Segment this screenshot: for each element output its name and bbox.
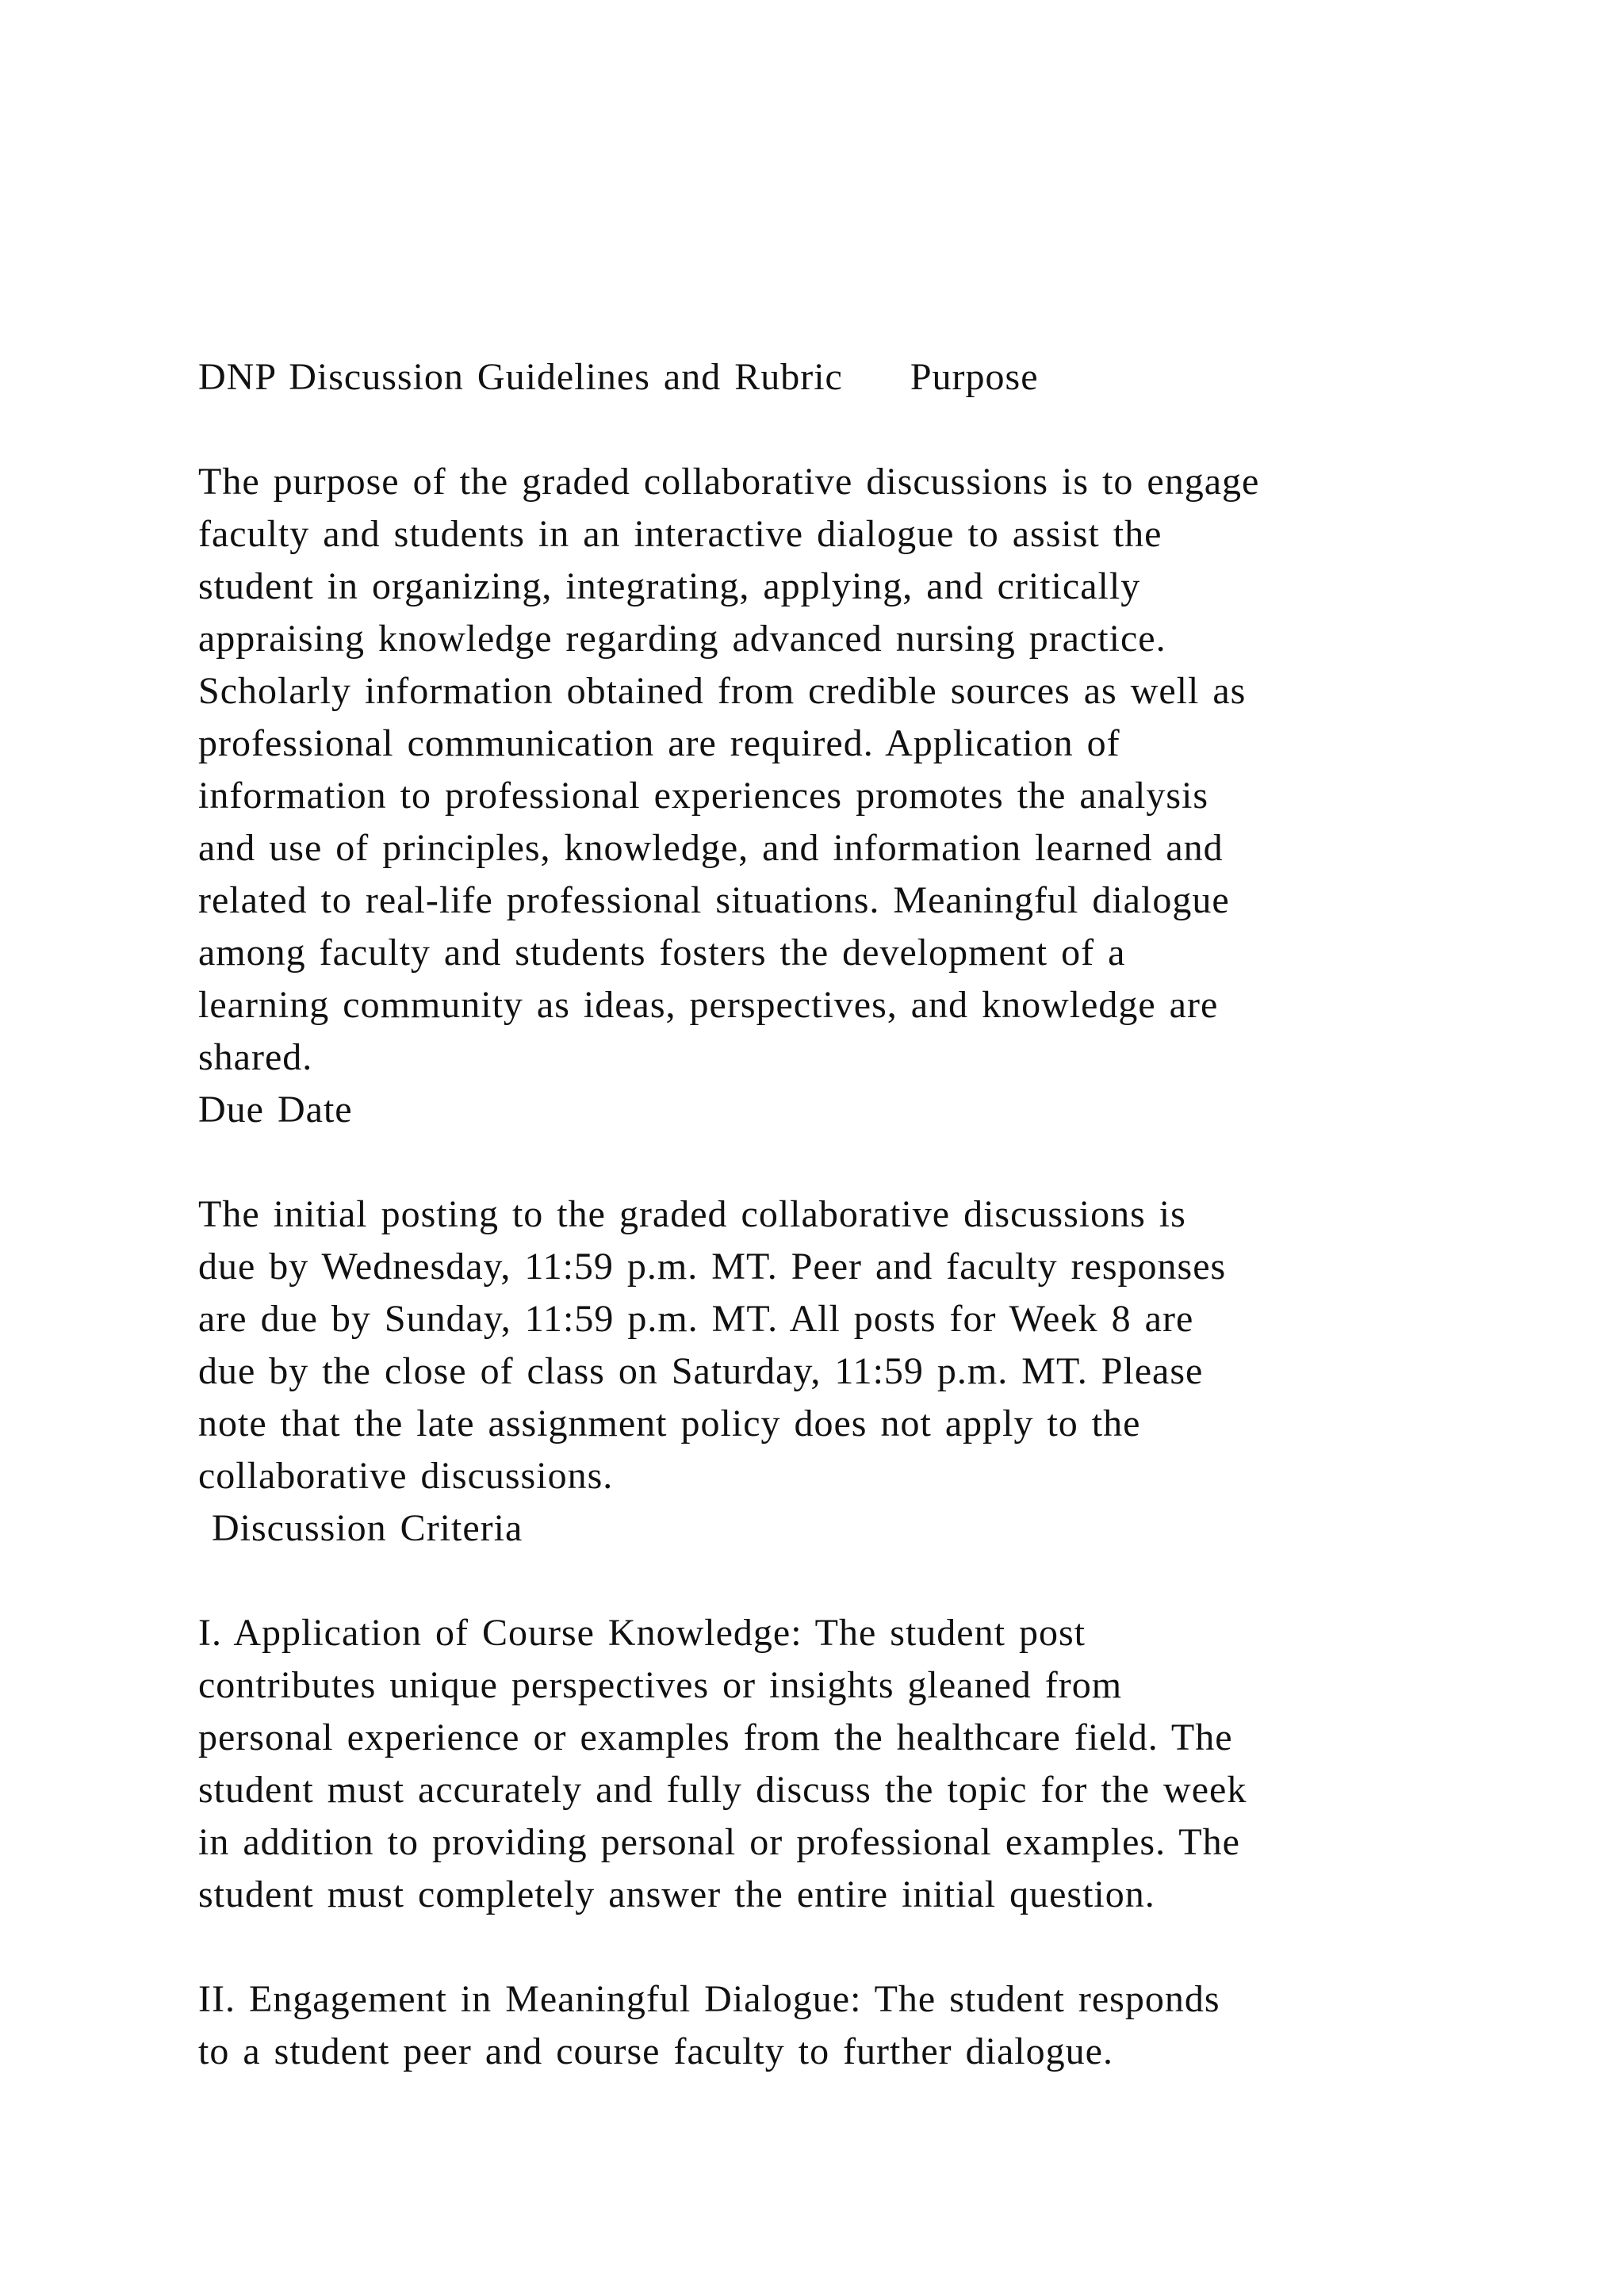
paragraph-line: among faculty and students fosters the development of a [198,932,1126,974]
paragraph-line: contributes unique perspectives or insights gleaned from [198,1664,1123,1706]
document-body [198,351,1515,2078]
due-date-paragraph [198,1188,1515,1502]
paragraph-line: student in organizing, integrating, applying, and critically [198,565,1141,607]
paragraph-line: information to professional experiences promotes the analysis [198,775,1209,817]
paragraph-line: note that the late assignment policy does not apply to the [198,1402,1141,1445]
paragraph-line: and use of principles, knowledge, and information learned and [198,827,1224,869]
paragraph-line: personal experience or examples from the healthcare field. The [198,1716,1233,1758]
paragraph-line: due by the close of class on Saturday, 11:59 p.m. MT. Please [198,1350,1204,1392]
spacer [198,1555,1515,1607]
spacer [198,1136,1515,1188]
paragraph-line: due by Wednesday, 11:59 p.m. MT. Peer and faculty responses [198,1246,1227,1288]
paragraph-line: student must completely answer the entire initial question. [198,1873,1155,1915]
spacer [198,404,1515,456]
paragraph-line: The initial posting to the graded collaborative discussions is [198,1193,1186,1235]
paragraph-line: shared. [198,1036,313,1078]
spacer [198,1921,1515,1973]
criterion-2-paragraph [198,1973,1515,2078]
paragraph-line: student must accurately and fully discuss the topic for the week [198,1769,1247,1811]
paragraph-line: appraising knowledge regarding advanced nursing practice. [198,618,1166,660]
paragraph-line: faculty and students in an interactive dialogue to assist the [198,513,1162,555]
paragraph-line: in addition to providing personal or professional examples. The [198,1821,1240,1863]
due-date-heading: Due Date [198,1089,353,1131]
criterion-1-paragraph [198,1607,1515,1921]
paragraph-line: Scholarly information obtained from credible sources as well as [198,670,1247,712]
paragraph-line: collaborative discussions. [198,1455,614,1497]
paragraph-line: II. Engagement in Meaningful Dialogue: The student responds [198,1978,1220,2020]
paragraph-line: The purpose of the graded collaborative discussions is to engage [198,461,1260,503]
document-title: DNP Discussion Guidelines and Rubric Purpose [198,356,1039,398]
paragraph-line: I. Application of Course Knowledge: The student post [198,1612,1086,1654]
paragraph-line: related to real-life professional situations. Meaningful dialogue [198,879,1230,921]
paragraph-line: professional communication are required. Application of [198,722,1120,764]
paragraph-line: learning community as ideas, perspectives, and knowledge are [198,984,1219,1026]
criteria-heading: Discussion Criteria [198,1507,523,1549]
paragraph-line: to a student peer and course faculty to further dialogue. [198,2030,1113,2072]
paragraph-line: are due by Sunday, 11:59 p.m. MT. All posts for Week 8 are [198,1298,1194,1340]
purpose-paragraph [198,456,1515,1084]
